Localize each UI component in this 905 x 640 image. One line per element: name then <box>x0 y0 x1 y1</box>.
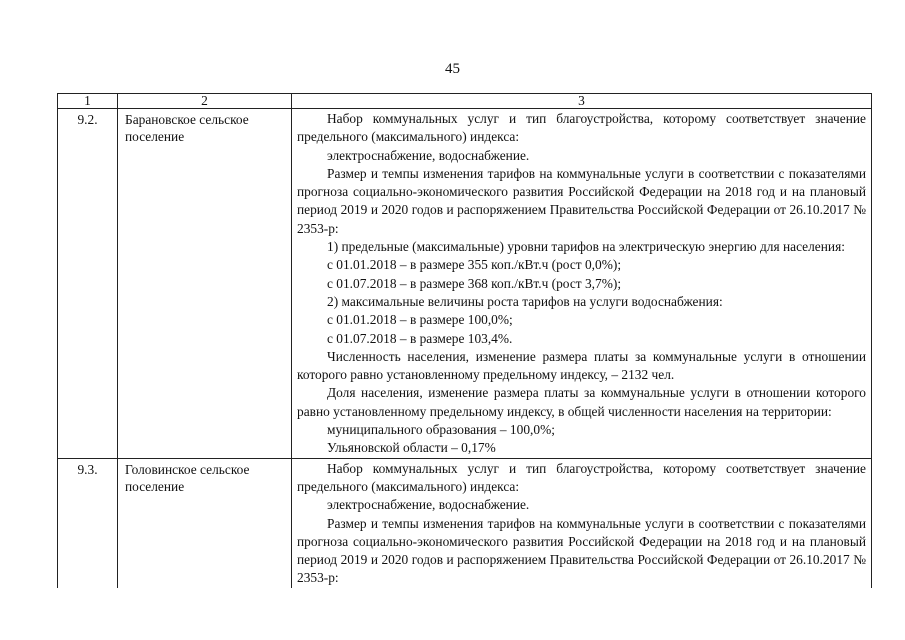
table-row <box>58 458 872 588</box>
text-paragraph: Размер и темпы изменения тарифов на коммунальные услуги в соответствии с показателями прогноза социально-экономического развития Российской Федерации на 2018 год и на плановый период 2019 и 2020 годов и распоряжением Правительства Российской Федерации от 26.10.2017 № 2353-р: <box>297 165 866 236</box>
table-row <box>58 109 872 459</box>
row-number: 9.2. <box>58 109 118 459</box>
text-line: Ульяновской области – 0,17% <box>327 440 496 456</box>
text-paragraph: Доля населения, изменение размера платы за коммунальные услуги в отношении которого равно установленному предельному индексу, в общей численности населения на территории: <box>297 385 866 419</box>
row-number: 9.3. <box>58 458 118 588</box>
text-paragraph: 1) предельные (максимальные) уровни тарифов на электрическую энергию для населения: <box>327 239 845 255</box>
tariff-table <box>57 93 872 588</box>
page-number: 45 <box>445 61 460 77</box>
table-header-row <box>58 94 872 109</box>
text-paragraph: Численность населения, изменение размера платы за коммунальные услуги в отношении которого равно установленному предельному индексу, – 2132 чел. <box>297 348 866 383</box>
text-line: с 01.01.2018 – в размере 355 коп./кВт.ч (рост 0,0%); <box>327 257 622 273</box>
column-header: 3 <box>292 94 872 109</box>
text-paragraph: Набор коммунальных услуг и тип благоустройства, которому соответствует значение предельного (максимального) индекса: <box>297 460 866 494</box>
text-line: электроснабжение, водоснабжение. <box>327 147 530 163</box>
text-line: с 01.07.2018 – в размере 368 коп./кВт.ч (рост 3,7%); <box>327 275 622 291</box>
text-paragraph: Набор коммунальных услуг и тип благоустройства, которому соответствует значение предельного (максимального) индекса: <box>297 111 866 145</box>
text-line: муниципального образования – 100,0%; <box>327 422 555 438</box>
settlement-name: Головинское сельское поселение <box>118 458 292 588</box>
row-content <box>292 109 872 459</box>
text-line: 2) максимальные величины роста тарифов на услуги водоснабжения: <box>327 293 723 309</box>
text-line: с 01.01.2018 – в размере 100,0%; <box>327 312 513 328</box>
column-header: 2 <box>118 94 292 109</box>
text-line: с 01.07.2018 – в размере 103,4%. <box>327 330 513 346</box>
settlement-name: Барановское сельское поселение <box>118 109 292 459</box>
text-line: электроснабжение, водоснабжение. <box>327 497 530 513</box>
row-content <box>292 458 872 588</box>
column-header: 1 <box>58 94 118 109</box>
text-paragraph: Размер и темпы изменения тарифов на коммунальные услуги в соответствии с показателями прогноза социально-экономического развития Российской Федерации на 2018 год и на плановый период 2019 и 2020 годов и распоряжением Правительства Российской Федерации от 26.10.2017 № 2353-р: <box>297 515 866 586</box>
